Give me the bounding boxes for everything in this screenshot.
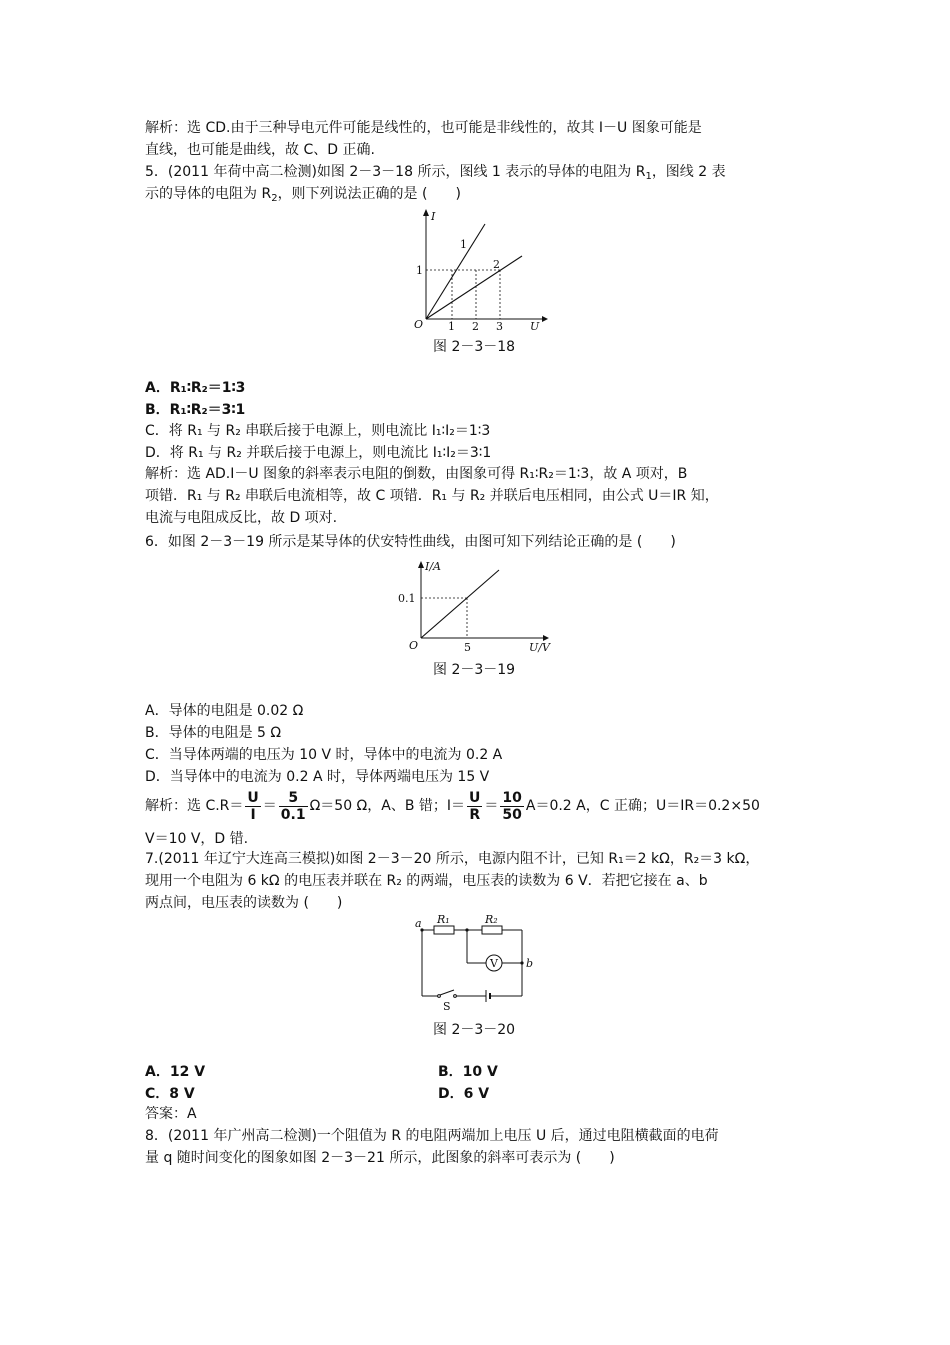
q5-analysis-line3: 电流与电阻成反比，故 D 项对. xyxy=(145,510,338,526)
resistor-r2 xyxy=(482,926,502,934)
q5-option-c: C．将 R₁ 与 R₂ 串联后接于电源上，则电流比 I₁∶I₂＝1∶3 xyxy=(145,423,491,439)
figure-2-3-19-caption: 图 2－3－19 xyxy=(433,662,516,678)
resistor-r1 xyxy=(434,926,454,934)
q7-option-a: A．12 V xyxy=(145,1064,206,1080)
q8-stem-line2: 量 q 随时间变化的图象如图 2－3－21 所示，此图象的斜率可表示为 ( ) xyxy=(145,1150,615,1166)
y-tick: 0.1 xyxy=(398,592,416,605)
q6-analysis-line2: V＝10 V，D 错. xyxy=(145,831,249,847)
fraction-u-over-i: $\frac{U}{I}$ xyxy=(247,789,259,823)
q7-stem-line2: 现用一个电阻为 6 kΩ 的电压表并联在 R₂ 的两端，电压表的读数为 6 V．若把它接在 a、b xyxy=(145,873,708,889)
origin-label: O xyxy=(409,639,419,652)
switch-label: S xyxy=(443,1000,451,1012)
node-a-label: a xyxy=(415,917,422,930)
x-axis-label: U/V xyxy=(529,641,550,654)
q6-option-b: B．导体的电阻是 5 Ω xyxy=(145,725,282,741)
q7-stem-line1: 7.(2011 年辽宁大连高三模拟)如图 2－3－20 所示，电源内阻不计，已知 R₁＝2 kΩ，R₂＝3 kΩ， xyxy=(145,851,760,867)
figure-2-3-18 xyxy=(410,206,550,336)
q7-option-b: B．10 V xyxy=(438,1064,498,1080)
origin-label: O xyxy=(414,318,424,331)
line-2-label: 2 xyxy=(493,258,500,271)
figure-2-3-19 xyxy=(395,558,560,658)
q5-option-d: D．将 R₁ 与 R₂ 并联后接于电源上，则电流比 I₁∶I₂＝3∶1 xyxy=(145,445,492,461)
r1-label: R₁ xyxy=(437,913,450,926)
y-axis-label: I/A xyxy=(425,560,441,573)
fraction-10-over-50: $\frac{10}{50}$ xyxy=(502,789,522,823)
x-tick-2: 2 xyxy=(472,320,479,333)
analysis-4-line2: 直线，也可能是曲线，故 C、D 正确. xyxy=(145,142,375,158)
r2-label: R₂ xyxy=(485,913,498,926)
q7-stem-line3: 两点间，电压表的读数为 ( ) xyxy=(145,895,343,911)
x-tick-1: 1 xyxy=(448,320,455,333)
figure-2-3-18-caption: 图 2－3－18 xyxy=(433,339,516,355)
line-1-label: 1 xyxy=(460,238,467,251)
q7-option-d: D．6 V xyxy=(438,1086,490,1102)
figure-2-3-20-circuit xyxy=(410,912,540,1012)
q5-option-a: A．R₁∶R₂＝1∶3 xyxy=(145,380,246,396)
q6-option-a: A．导体的电阻是 0.02 Ω xyxy=(145,703,304,719)
y-axis-label: I xyxy=(431,210,436,223)
q5-option-b: B．R₁∶R₂＝3∶1 xyxy=(145,402,246,418)
q6-stem: 6．如图 2－3－19 所示是某导体的伏安特性曲线，由图可知下列结论正确的是 ( ) xyxy=(145,534,676,550)
q5-analysis-line2: 项错．R₁ 与 R₂ 串联后电流相等，故 C 项错．R₁ 与 R₂ 并联后电压相同，由公式 U＝IR 知， xyxy=(145,488,719,504)
fraction-5-over-0.1: $\frac{5}{0.1}$ xyxy=(280,789,306,823)
q6-option-c: C．当导体两端的电压为 10 V 时，导体中的电流为 0.2 A xyxy=(145,747,503,763)
q5-stem-line2: 示的导体的电阻为 $R_2$，则下列说法正确的是 ( ) xyxy=(145,186,461,204)
analysis-4-line1: 解析：选 CD.由于三种导电元件可能是线性的，也可能是非线性的，故其 I－U 图象可能是 xyxy=(145,120,702,136)
graph-line xyxy=(421,570,499,638)
x-tick: 5 xyxy=(464,641,471,654)
fraction-u-over-r: $\frac{U}{R}$ xyxy=(469,789,481,823)
x-tick-3: 3 xyxy=(496,320,503,333)
q6-analysis-line1: 解析：选 C.R＝ $\frac{U}{I}$ ＝ $\frac{5}{0.1}$ Ω＝50 Ω，A、B 错；I＝ $\frac{U}{R}$ ＝ $\frac{10}{50}$ A＝0.2 A，C 正确；U＝IR＝0.2×50 xyxy=(145,789,760,823)
node-b-label: b xyxy=(526,957,534,970)
x-axis-label: U xyxy=(530,320,540,333)
q5-analysis-line1: 解析：选 AD.I－U 图象的斜率表示电阻的倒数，由图象可得 R₁∶R₂＝1∶3，故 A 项对，B xyxy=(145,466,688,482)
switch-s xyxy=(440,990,454,995)
q6-option-d: D．当导体中的电流为 0.2 A 时，导体两端电压为 15 V xyxy=(145,769,490,785)
graph-line-2 xyxy=(426,256,522,319)
q8-stem-line1: 8．(2011 年广州高二检测)一个阻值为 R 的电阻两端加上电压 U 后，通过电阻横截面的电荷 xyxy=(145,1128,719,1144)
figure-2-3-20-caption: 图 2－3－20 xyxy=(433,1022,516,1038)
voltmeter-label: V xyxy=(490,957,498,970)
q5-stem-line1: 5．(2011 年荷中高二检测)如图 2－3－18 所示，图线 1 表示的导体的电阻为 $R_1$，图线 2 表 xyxy=(145,164,726,182)
y-tick: 1 xyxy=(416,264,423,277)
q7-answer: 答案：A xyxy=(145,1106,197,1122)
q7-option-c: C．8 V xyxy=(145,1086,195,1102)
